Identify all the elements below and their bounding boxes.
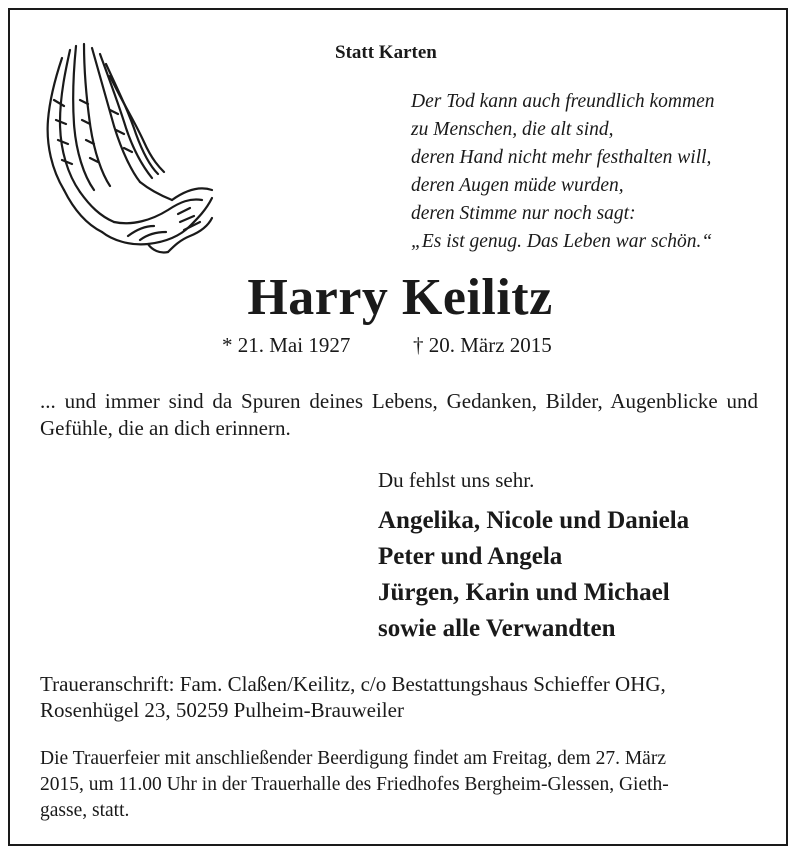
birth-date: * 21. Mai 1927 bbox=[222, 333, 351, 357]
poem-line: deren Augen müde wurden, bbox=[411, 175, 624, 196]
funeral-line: gasse, statt. bbox=[40, 800, 130, 821]
poem-line: Der Tod kann auch freundlich kommen bbox=[411, 91, 715, 112]
praying-hands-icon bbox=[40, 40, 215, 258]
miss-you-text: Du fehlst uns sehr. bbox=[378, 468, 535, 492]
address-line: Rosenhügel 23, 50259 Pulheim-Brauweiler bbox=[40, 698, 404, 722]
memory-text: ... und immer sind da Spuren deines Lebens, Gedanken, Bilder, Augenblicke und Gefühle, die an dich erinnern. bbox=[40, 389, 758, 440]
deceased-name: Harry Keilitz bbox=[247, 269, 553, 326]
poem-line: deren Stimme nur noch sagt: bbox=[411, 203, 636, 224]
mourning-address bbox=[40, 671, 770, 723]
family-line: Jürgen, Karin und Michael bbox=[378, 579, 670, 606]
funeral-info bbox=[40, 746, 758, 824]
family-signatures bbox=[378, 503, 689, 647]
poem-line: „Es ist genug. Das Leben war schön.“ bbox=[411, 231, 713, 252]
address-line: Traueranschrift: Fam. Claßen/Keilitz, c/o Bestattungshaus Schieffer OHG, bbox=[40, 672, 666, 696]
funeral-line: 2015, um 11.00 Uhr in der Trauerhalle des Friedhofes Bergheim-Glessen, Gieth- bbox=[40, 774, 669, 795]
family-line: sowie alle Verwandten bbox=[378, 615, 616, 642]
poem-line: deren Hand nicht mehr festhalten will, bbox=[411, 147, 712, 168]
poem-line: zu Menschen, die alt sind, bbox=[411, 119, 614, 140]
funeral-line: Die Trauerfeier mit anschließender Beerdigung findet am Freitag, dem 27. März bbox=[40, 748, 666, 769]
death-date: † 20. März 2015 bbox=[413, 333, 552, 357]
poem bbox=[411, 88, 714, 256]
family-line: Angelika, Nicole und Daniela bbox=[378, 507, 690, 534]
family-line: Peter und Angela bbox=[378, 543, 563, 570]
statt-karten-heading: Statt Karten bbox=[335, 42, 437, 63]
